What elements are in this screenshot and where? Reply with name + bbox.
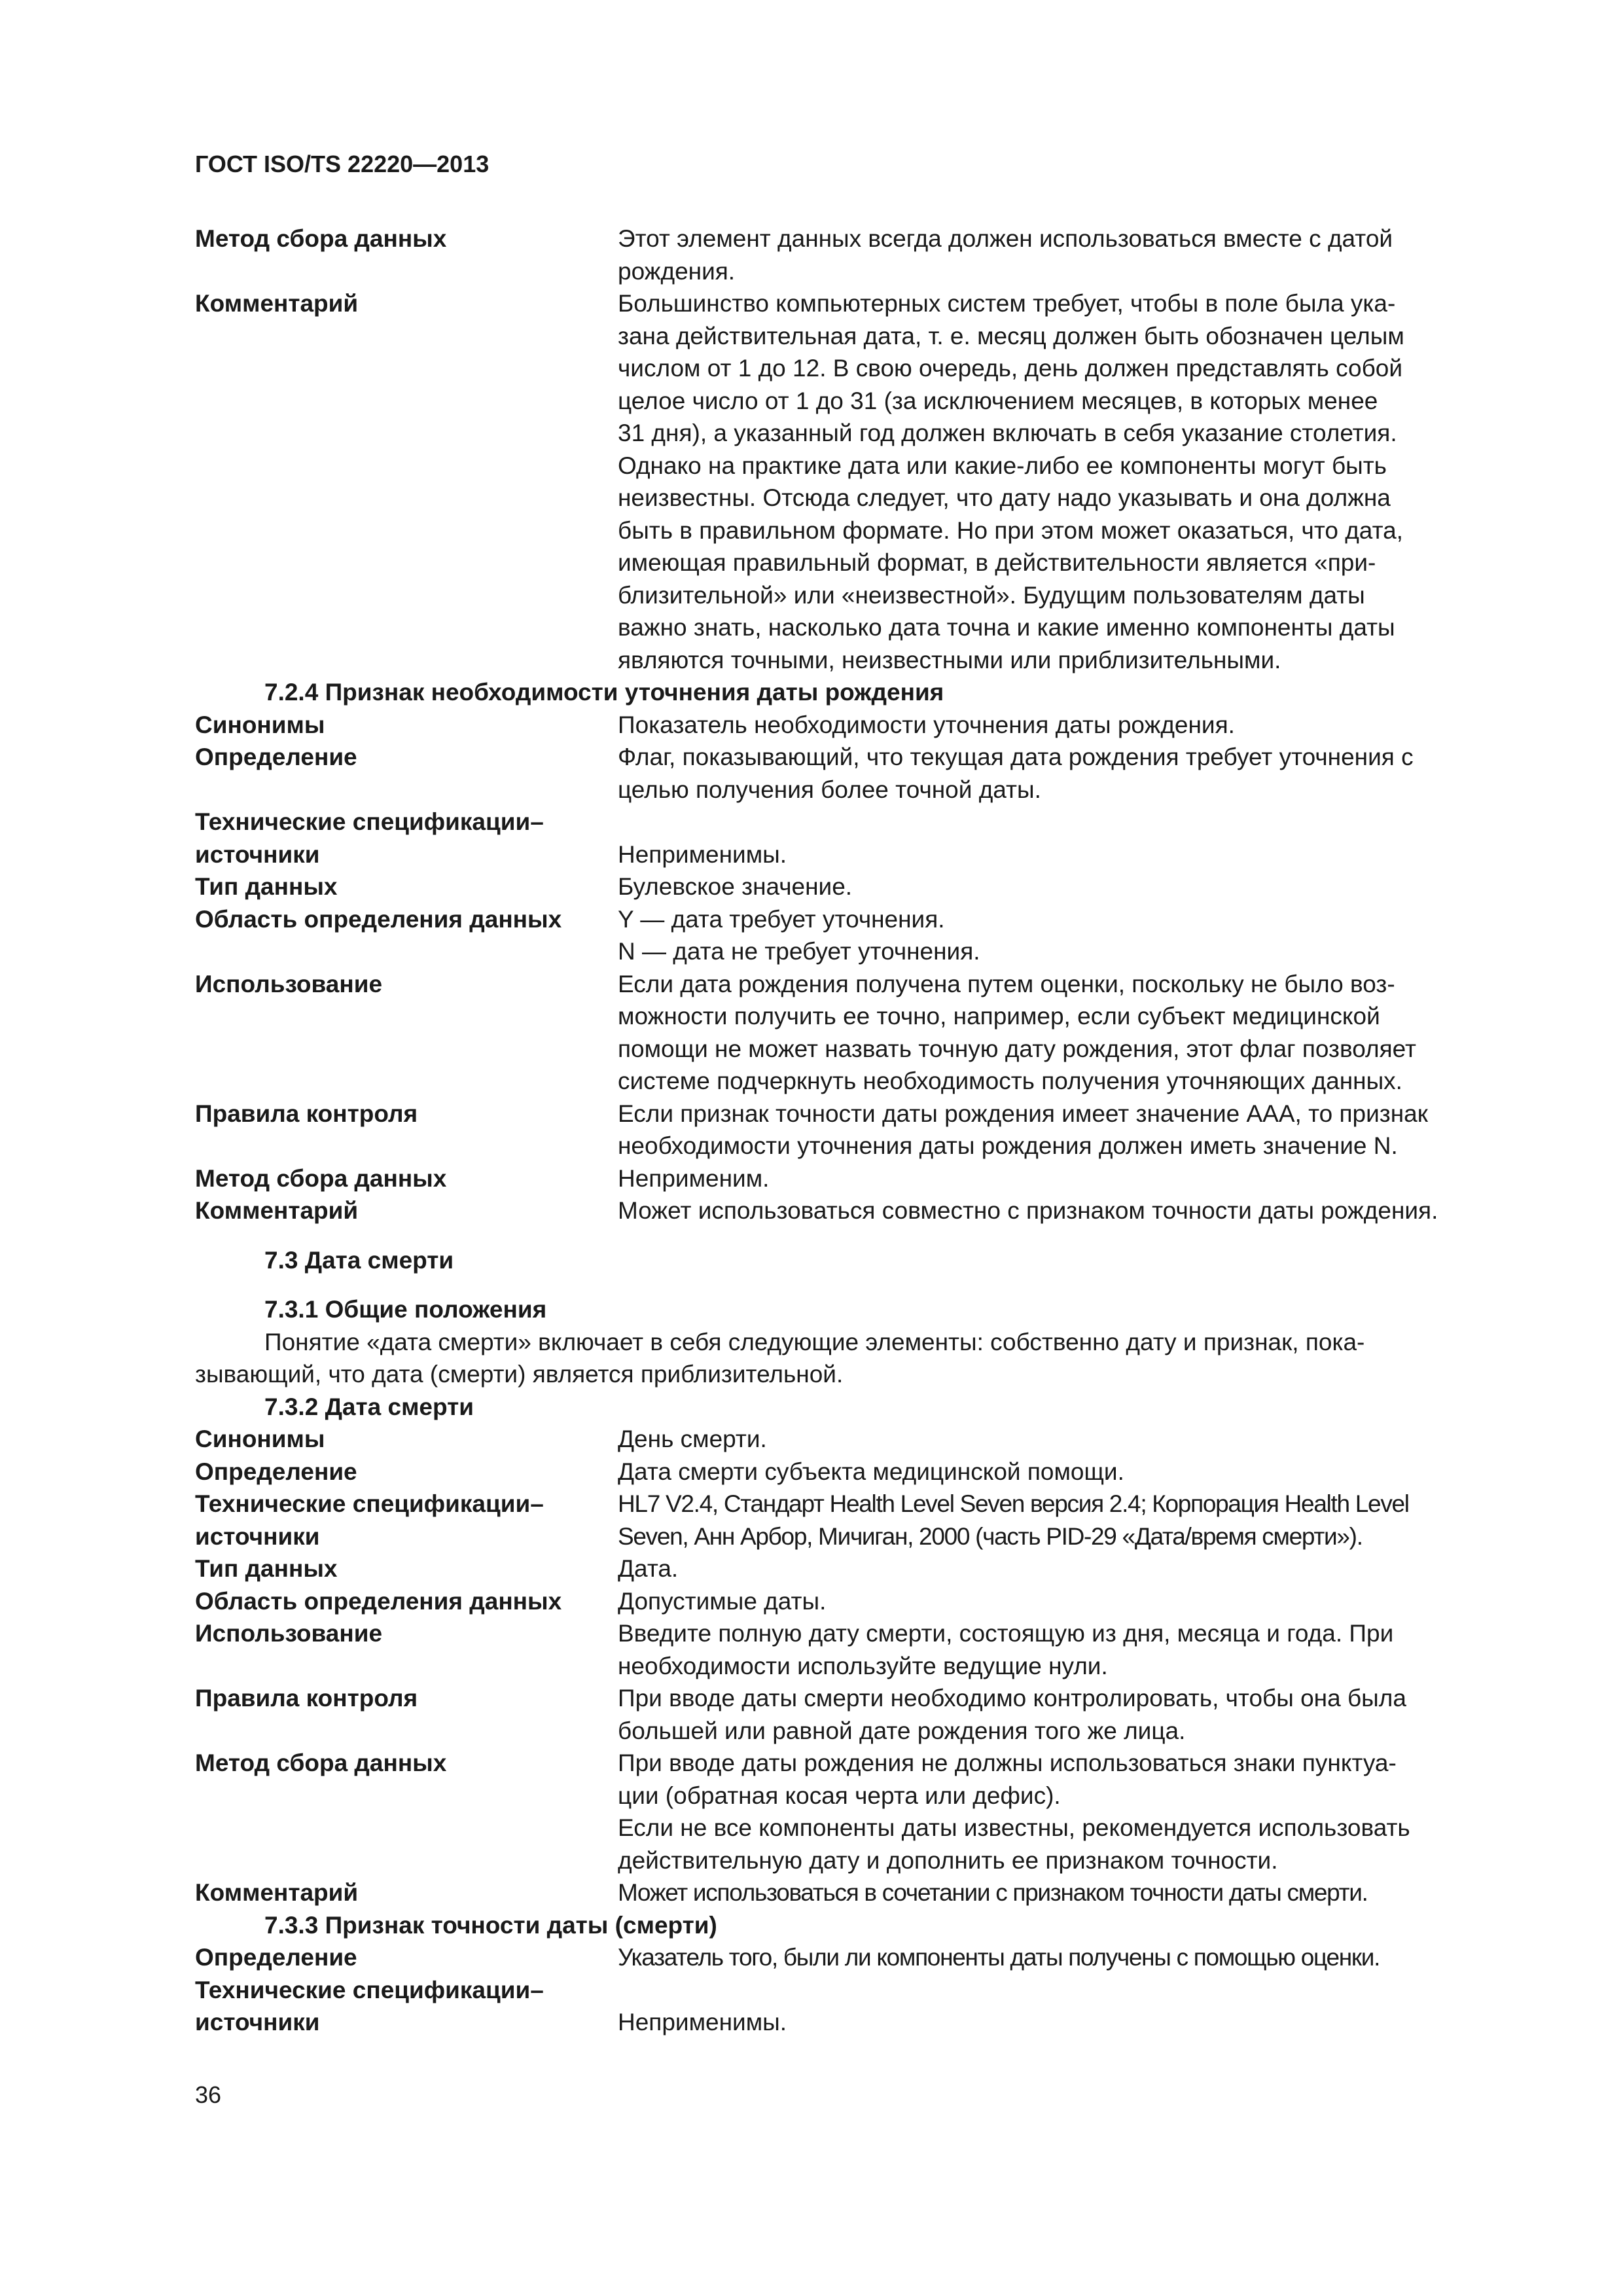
body-paragraph: Понятие «дата смерти» включает в себя следующие элементы: собственно дату и признак, пока- bbox=[264, 1328, 1365, 1355]
field-value: Если признак точности даты рождения имеет значение ААА, то признак необходимости уточнения даты рождения должен иметь значение N. bbox=[618, 1100, 1428, 1159]
page-content bbox=[195, 223, 1530, 2039]
field-label: Тип данных bbox=[195, 873, 338, 900]
field-value: Флаг, показывающий, что текущая дата рождения требует уточнения с целью получения более точной даты. bbox=[618, 744, 1414, 803]
field-label: Тип данных bbox=[195, 1555, 338, 1582]
document-header: ГОСТ ISO/TS 22220—2013 bbox=[195, 151, 490, 177]
field-collection-method bbox=[195, 1747, 1530, 1876]
field-value: Введите полную дату смерти, состоящую из дня, месяца и года. При необходимости используйте ведущие нули. bbox=[618, 1620, 1394, 1679]
field-value: Может использоваться совместно с признаком точности даты рождения. bbox=[618, 1197, 1438, 1224]
field-comment bbox=[195, 1194, 1530, 1227]
field-comment bbox=[195, 287, 1530, 676]
field-label: Технические спецификации– источники bbox=[195, 808, 544, 868]
field-synonyms bbox=[195, 709, 1530, 742]
field-definition bbox=[195, 1456, 1530, 1488]
section-title-7-3: 7.3 Дата смерти bbox=[264, 1246, 454, 1274]
field-label: Комментарий bbox=[195, 1197, 359, 1224]
field-usage bbox=[195, 1617, 1530, 1682]
field-value: Булевское значение. bbox=[618, 873, 853, 900]
field-label: Метод сбора данных bbox=[195, 225, 447, 252]
field-data-domain bbox=[195, 1585, 1530, 1618]
section-title-7-2-4: 7.2.4 Признак необходимости уточнения даты рождения bbox=[264, 679, 944, 706]
field-data-type bbox=[195, 870, 1530, 903]
field-value: При вводе даты смерти необходимо контролировать, чтобы она была большей или равной дате рождения того же лица. bbox=[618, 1685, 1406, 1744]
field-validation-rules bbox=[195, 1098, 1530, 1162]
field-tech-specs bbox=[195, 806, 1530, 870]
field-label: Технические спецификации– источники bbox=[195, 1976, 544, 2036]
field-label: Метод сбора данных bbox=[195, 1749, 447, 1776]
section-title-7-3-2: 7.3.2 Дата смерти bbox=[264, 1393, 474, 1420]
page-number: 36 bbox=[195, 2081, 222, 2108]
field-label: Определение bbox=[195, 1944, 357, 1971]
section-title-7-3-3: 7.3.3 Признак точности даты (смерти) bbox=[264, 1911, 717, 1939]
section-title-7-3-1: 7.3.1 Общие положения bbox=[264, 1296, 547, 1323]
field-usage bbox=[195, 968, 1530, 1098]
field-label: Определение bbox=[195, 744, 357, 770]
field-label: Правила контроля bbox=[195, 1100, 418, 1127]
field-label: Использование bbox=[195, 970, 383, 997]
field-label: Синонимы bbox=[195, 1426, 325, 1452]
field-value: Показатель необходимости уточнения даты рождения. bbox=[618, 711, 1235, 738]
field-validation-rules bbox=[195, 1682, 1530, 1747]
field-value: Неприменимы. bbox=[618, 840, 787, 868]
field-collection-method bbox=[195, 1162, 1530, 1195]
field-label: Использование bbox=[195, 1620, 383, 1647]
field-value: Большинство компьютерных систем требует, чтобы в поле была ука- зана действительная дата, т. е. месяц должен быть обозначен целым числом от 1 до 12. В свою очередь, день должен представлять собой целое число от 1 до 31 (за исключением месяцев, в которых менее 31 дня), а указанный год должен включать в себя указание столетия. Однако на практике дата или какие-либо ее компоненты могут быть неизвестны. Отсюда следует, что дату надо указывать и она должна быть в правильном формате. Но при этом может оказаться, что дата, имеющая правильный формат, в действительности является «при- близительной» или «неизвестной». Будущим пользователям даты важно знать, насколько дата точна и какие именно компоненты даты являются точными, неизвестными или приблизительными. bbox=[618, 290, 1404, 673]
field-value: Этот элемент данных всегда должен использоваться вместе с датой рождения. bbox=[618, 225, 1393, 285]
body-paragraph-continuation: зывающий, что дата (смерти) является приблизительной. bbox=[195, 1361, 844, 1388]
field-value: Неприменимы. bbox=[618, 2009, 787, 2036]
field-synonyms bbox=[195, 1423, 1530, 1456]
field-value: При вводе даты рождения не должны использоваться знаки пунктуа- ции (обратная косая черта или дефис). Если не все компоненты даты известны, рекомендуется использовать действительную дату и дополнить ее признаком точности. bbox=[618, 1749, 1410, 1874]
field-value: Допустимые даты. bbox=[618, 1587, 827, 1615]
field-value: Указатель того, были ли компоненты даты получены с помощью оценки. bbox=[618, 1944, 1380, 1971]
field-tech-specs bbox=[195, 1488, 1530, 1552]
field-value: Дата. bbox=[618, 1555, 679, 1582]
field-value: Дата смерти субъекта медицинской помощи. bbox=[618, 1458, 1124, 1485]
field-value: HL7 V2.4, Стандарт Health Level Seven версия 2.4; Корпорация Health Level Seven, Анн Арбор, Мичиган, 2000 (часть PID-29 «Дата/время смерти»). bbox=[618, 1490, 1409, 1550]
field-label: Комментарий bbox=[195, 290, 359, 317]
field-definition bbox=[195, 741, 1530, 806]
field-label: Комментарий bbox=[195, 1879, 359, 1906]
field-value: Может использоваться в сочетании с признаком точности даты смерти. bbox=[618, 1879, 1368, 1906]
field-tech-specs bbox=[195, 1974, 1530, 2039]
field-label: Область определения данных bbox=[195, 1587, 562, 1615]
field-value: Неприменим. bbox=[618, 1164, 770, 1192]
field-label: Синонимы bbox=[195, 711, 325, 738]
field-label: Технические спецификации– источники bbox=[195, 1490, 544, 1550]
field-label: Правила контроля bbox=[195, 1685, 418, 1712]
field-collection-method bbox=[195, 223, 1530, 287]
field-label: Метод сбора данных bbox=[195, 1164, 447, 1192]
field-comment bbox=[195, 1876, 1530, 1909]
field-data-domain bbox=[195, 903, 1530, 968]
field-label: Область определения данных bbox=[195, 905, 562, 933]
field-value: Y — дата требует уточнения. N — дата не требует уточнения. bbox=[618, 905, 980, 965]
field-value: День смерти. bbox=[618, 1426, 767, 1452]
field-label: Определение bbox=[195, 1458, 357, 1485]
field-data-type bbox=[195, 1552, 1530, 1585]
field-value: Если дата рождения получена путем оценки, поскольку не было воз- можности получить ее точно, например, если субъект медицинской помощи не может назвать точную дату рождения, этот флаг позволяет системе подчеркнуть необходимость получения уточняющих данных. bbox=[618, 970, 1416, 1094]
field-definition bbox=[195, 1941, 1530, 1974]
